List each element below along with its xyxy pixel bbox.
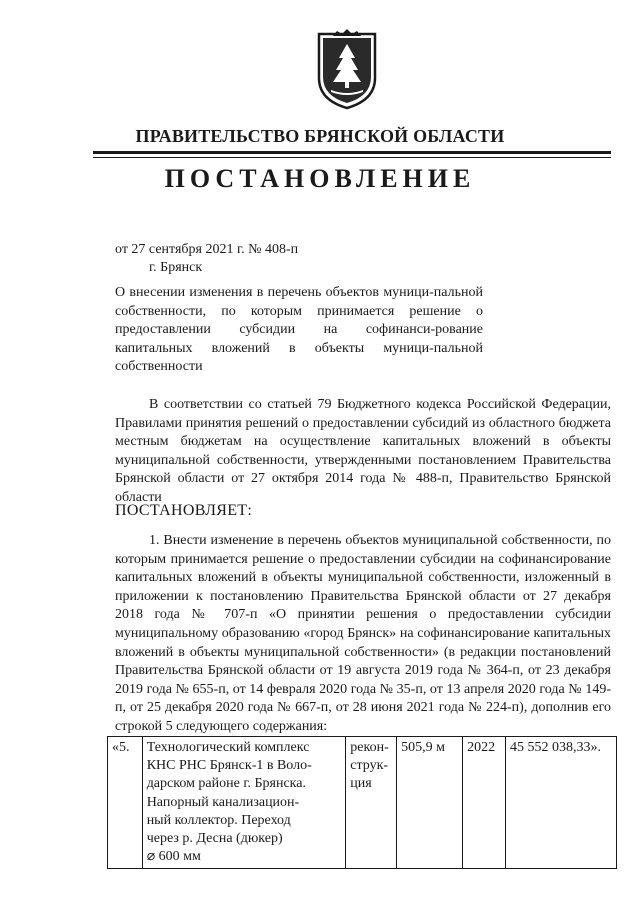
amount-cell: 45 552 038,33». <box>505 737 616 869</box>
document-type-title: ПОСТАНОВЛЕНИЕ <box>164 164 476 193</box>
object-name-line: ный коллектор. Переход <box>146 812 291 828</box>
item-1-paragraph: 1. Внести изменение в перечень объектов муниципальной собственности, по которым принимается решение о предоставлении субсидии на софинансирование капитальных вложений в объекты муниципальной собственности, изложенный в приложении к постановлению Правительства Брянской области от 27 декабря 2018 года № 707-п «О принятии решения о предоставлении субсидии муниципальному образованию «город Брянск» на софинансирование капитальных вложений в объекты муниципальной собственности» (в редакции постановлений Правительства Брянской области от 19 августа 2019 года № 364-п, от 23 декабря 2019 года № 655-п, от 14 февраля 2020 года № 35-п, от 13 апреля 2020 года № 149-п, от 25 декабря 2020 года № 667-п, от 28 июня 2021 года № 224-п), дополнив его строкой 5 следующего содержания: <box>115 533 611 734</box>
object-name-line: через р. Десна (дюкер) <box>146 831 283 847</box>
date-and-number: от 27 сентября 2021 г. № 408-п <box>115 242 299 257</box>
government-title: ПРАВИТЕЛЬСТВО БРЯНСКОЙ ОБЛАСТИ <box>135 126 505 146</box>
object-name-line: ⌀ 600 мм <box>146 849 201 865</box>
object-name-cell <box>142 737 346 869</box>
header-rule-thick <box>93 151 611 154</box>
decree-word: ПОСТАНОВЛЯЕТ: <box>115 502 253 519</box>
object-name-line: дарском районе г. Брянска. <box>146 776 306 792</box>
work-type-cell <box>346 737 397 869</box>
object-name-line: Напорный канализацион- <box>146 794 300 810</box>
row-number-cell: «5. <box>108 737 143 869</box>
city: г. Брянск <box>149 260 203 275</box>
bryansk-coat-of-arms-icon <box>315 28 379 112</box>
table-row <box>108 737 617 869</box>
year-cell: 2022 <box>463 737 506 869</box>
object-name-line: КНС РНС Брянск-1 в Воло- <box>146 758 312 774</box>
length-cell: 505,9 м <box>397 737 463 869</box>
subject-heading: О внесении изменения в перечень объектов муници-пальной собственности, по которым принимается решение о предоставлении субсидии на софинанси-рование капитальных вложений в объекты муници-пальной собственности <box>115 285 483 374</box>
objects-table <box>107 736 617 869</box>
header-rule-thin <box>93 157 611 158</box>
work-type-line: струк- <box>350 758 389 774</box>
work-type-line: рекон- <box>350 740 389 755</box>
work-type-line: ция <box>350 776 372 792</box>
preamble-paragraph: В соответствии со статьей 79 Бюджетного кодекса Российской Федерации, Правилами принятия решений о предоставлении субсидий из областного бюджета местным бюджетам на осуществление капитальных вложений в объекты муниципальной собственности, утвержденными постановлением Правительства Брянской области от 27 октября 2014 года № 488-п, Правительство Брянской области <box>115 397 611 505</box>
object-name-line: Технологический комплекс <box>146 740 310 755</box>
